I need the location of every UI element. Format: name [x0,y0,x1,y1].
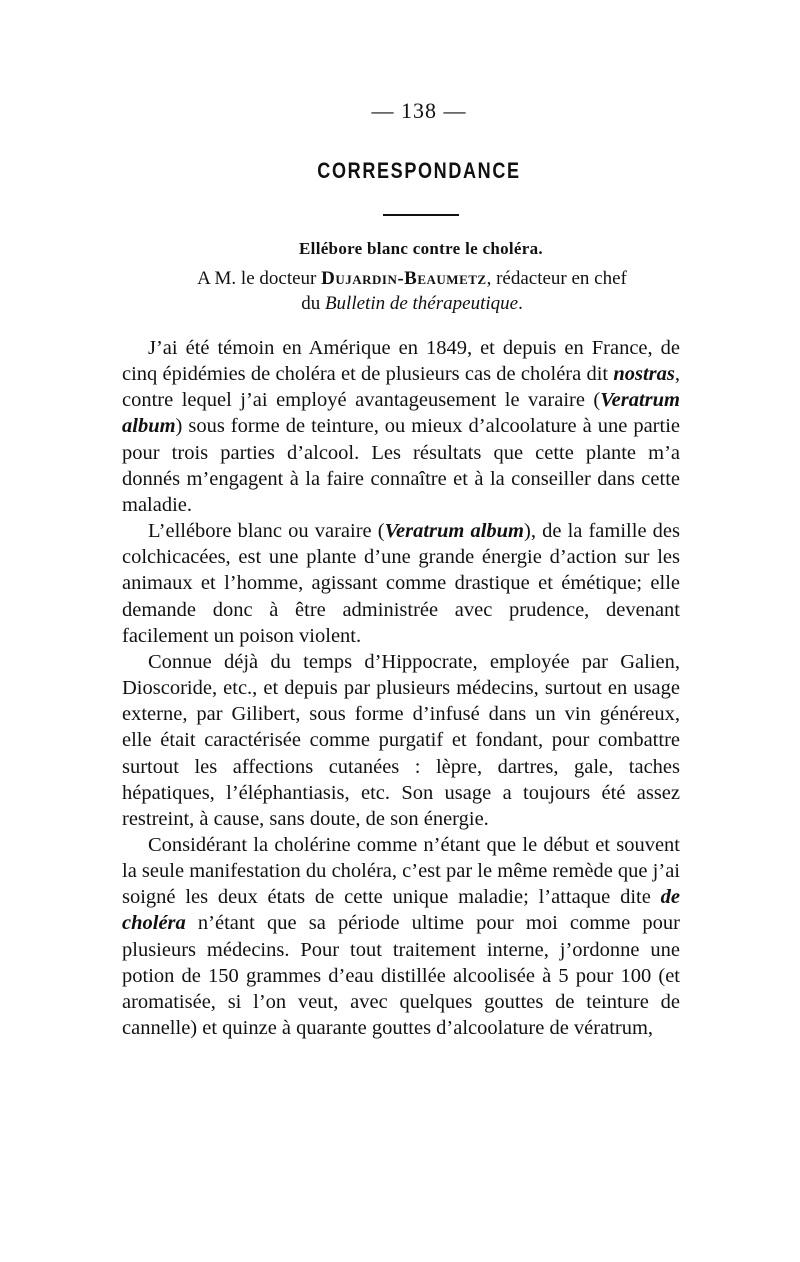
journal-suffix: . [518,293,523,314]
address-prefix: A M. le docteur [197,268,322,289]
paragraph-1-text-c: ) sous forme de teinture, ou mieux d’alcoolature à une partie pour trois parties d’alcool. Les résultats que cette plante m’a donnés m’engagent à la faire connaître et à la conseiller dans cette maladie. [122,415,680,516]
letter-body [122,335,680,1041]
paragraph-4-text-a: Considérant la cholérine comme n’étant que le début et souvent la seule manifestation du choléra, c’est par le même remède que j’ai soigné les deux états de cette unique maladie; l’attaque dite [122,833,680,909]
paragraph-2 [122,518,680,649]
book-page [122,96,680,1041]
page-number: — 138 — [371,98,467,123]
paragraph-1 [122,335,680,518]
journal-name: Bulletin de thérapeutique [324,293,519,314]
paragraph-1-text-a: J’ai été témoin en Amérique en 1849, et depuis en France, de cinq épidémies de choléra et de plusieurs cas de choléra dit [122,337,680,386]
section-title: CORRESPONDANCE [317,158,521,183]
article-title: Ellébore blanc contre le choléra. [299,239,543,258]
title-rule [383,214,459,216]
paragraph-4 [122,832,680,1041]
journal-prefix: du [301,293,325,314]
addressee-name: Dujardin-Beaumetz [321,268,487,289]
paragraph-4-text-b: n’étant que sa période ultime pour moi comme pour plusieurs médecins. Pour tout traitement interne, j’ordonne une potion de 150 grammes d’eau distillée alcoolisée à 5 pour 100 (et aromatisée, si l’on veut, avec quelques gouttes de teinture de cannelle) et quinze à quarante gouttes d’alcoolature de vératrum, [122,912,680,1040]
term-nostras: nostras [613,363,675,386]
paragraph-1-text-b: , contre lequel j’ai employé avantageusement le varaire ( [122,363,680,412]
term-de-cholera: de choléra [122,886,680,935]
address-line-2 [144,291,680,316]
letter-address [144,266,680,316]
address-role: , rédacteur en chef [486,268,627,289]
paragraph-2-text-b: ), de la famille des colchicacées, est une plante d’une grande énergie d’action sur les animaux et l’homme, agissant comme drastique et émétique; elle demande donc à être administrée avec prudence, devenant facilement un poison violent. [122,520,680,647]
address-line-1 [144,266,680,291]
term-veratrum-album-2: Veratrum album [384,520,525,543]
paragraph-3: Connue déjà du temps d’Hippocrate, employée par Galien, Dioscoride, etc., et depuis par plusieurs médecins, surtout en usage externe, par Gilibert, sous forme d’infusé dans un vin généreux, elle était caractérisée comme purgatif et fondant, pour combattre surtout les affections cutanées : lèpre, dartres, gale, taches hépatiques, l’éléphantiasis, etc. Son usage a toujours été assez restreint, à cause, sans doute, de son énergie. [122,650,680,830]
term-veratrum-album: Veratrum album [122,389,680,438]
paragraph-2-text-a: L’ellébore blanc ou varaire ( [148,520,385,543]
